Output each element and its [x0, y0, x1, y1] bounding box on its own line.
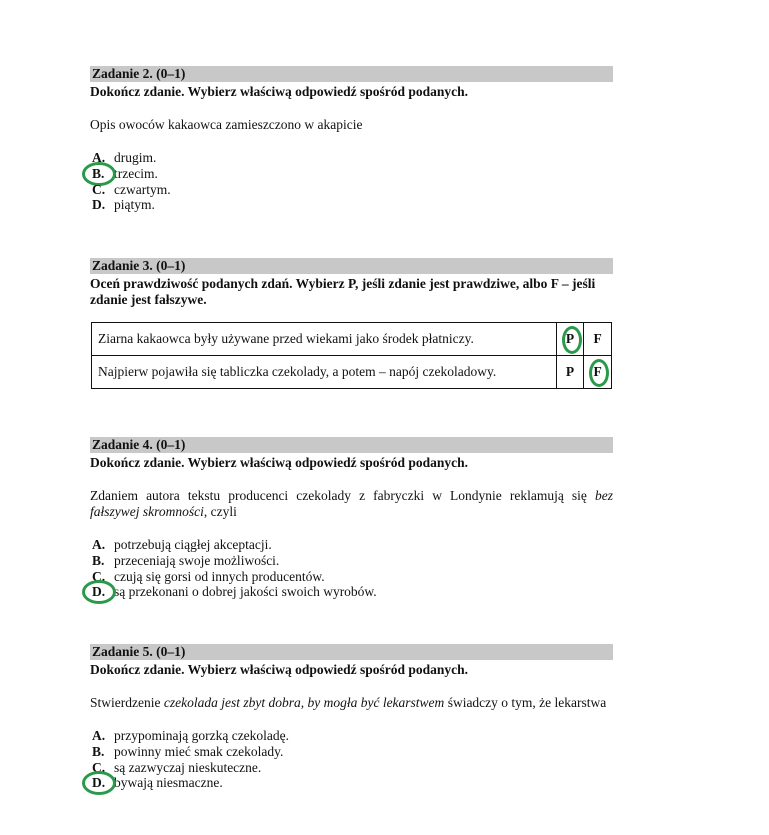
answer-options	[90, 728, 613, 791]
statement-cell: Najpierw pojawiła się tabliczka czekolady, a potem – napój czekoladowy.	[92, 356, 557, 389]
choice-f[interactable]: F	[584, 323, 612, 356]
task-header: Zadanie 5. (0–1)	[90, 644, 613, 660]
task-stem: Opis owoców kakaowca zamieszczono w akapicie	[90, 117, 363, 132]
table-row	[92, 323, 612, 356]
option-c[interactable]: C. czują się gorsi od innych producentów.	[92, 568, 325, 584]
task-header: Zadanie 2. (0–1)	[90, 66, 613, 82]
answer-options	[90, 150, 613, 213]
choice-p[interactable]: P	[556, 356, 584, 389]
option-b[interactable]: B. powinny mieć smak czekolady.	[92, 743, 284, 759]
task-instruction: Dokończ zdanie. Wybierz właściwą odpowiedź spośród podanych.	[90, 84, 469, 99]
task-header: Zadanie 4. (0–1)	[90, 437, 613, 453]
option-d[interactable]: D. bywają niesmaczne.	[90, 775, 613, 791]
choice-p[interactable]: P	[556, 323, 584, 356]
task-header: Zadanie 3. (0–1)	[90, 258, 613, 274]
task-5	[90, 644, 613, 791]
option-c[interactable]: C. czwartym.	[92, 181, 171, 197]
task-instruction: Oceń prawdziwość podanych zdań. Wybierz P, jeśli zdanie jest prawdziwe, albo F – jeśli zdanie jest fałszywe.	[90, 276, 596, 307]
option-b[interactable]: B. trzecim.	[90, 166, 613, 182]
option-a[interactable]: A. drugim.	[92, 150, 157, 165]
answer-options	[90, 537, 613, 600]
option-a[interactable]: A. potrzebują ciągłej akceptacji.	[92, 537, 272, 552]
task-2	[90, 66, 613, 213]
task-3	[90, 258, 613, 308]
task-instruction: Dokończ zdanie. Wybierz właściwą odpowiedź spośród podanych.	[90, 455, 469, 470]
statement-cell: Ziarna kakaowca były używane przed wiekami jako środek płatniczy.	[92, 323, 557, 356]
table-row	[92, 356, 612, 389]
option-c[interactable]: C. są zazwyczaj nieskuteczne.	[92, 759, 262, 775]
option-b[interactable]: B. przeceniają swoje możliwości.	[92, 552, 280, 568]
option-a[interactable]: A. przypominają gorzką czekoladę.	[92, 728, 290, 743]
true-false-table	[91, 322, 612, 389]
task-stem: Zdaniem autora tekstu producenci czekolady z fabryczki w Londynie reklamują się bez fałszywej skromności, czyli	[90, 488, 613, 519]
choice-f[interactable]: F	[584, 356, 612, 389]
task-stem: Stwierdzenie czekolada jest zbyt dobra, by mogła być lekarstwem świadczy o tym, że lekarstwa	[90, 695, 607, 710]
task-4	[90, 437, 613, 600]
task-instruction: Dokończ zdanie. Wybierz właściwą odpowiedź spośród podanych.	[90, 662, 469, 677]
option-d[interactable]: D. są przekonani o dobrej jakości swoich wyrobów.	[90, 584, 613, 600]
option-d[interactable]: D. piątym.	[92, 197, 155, 213]
